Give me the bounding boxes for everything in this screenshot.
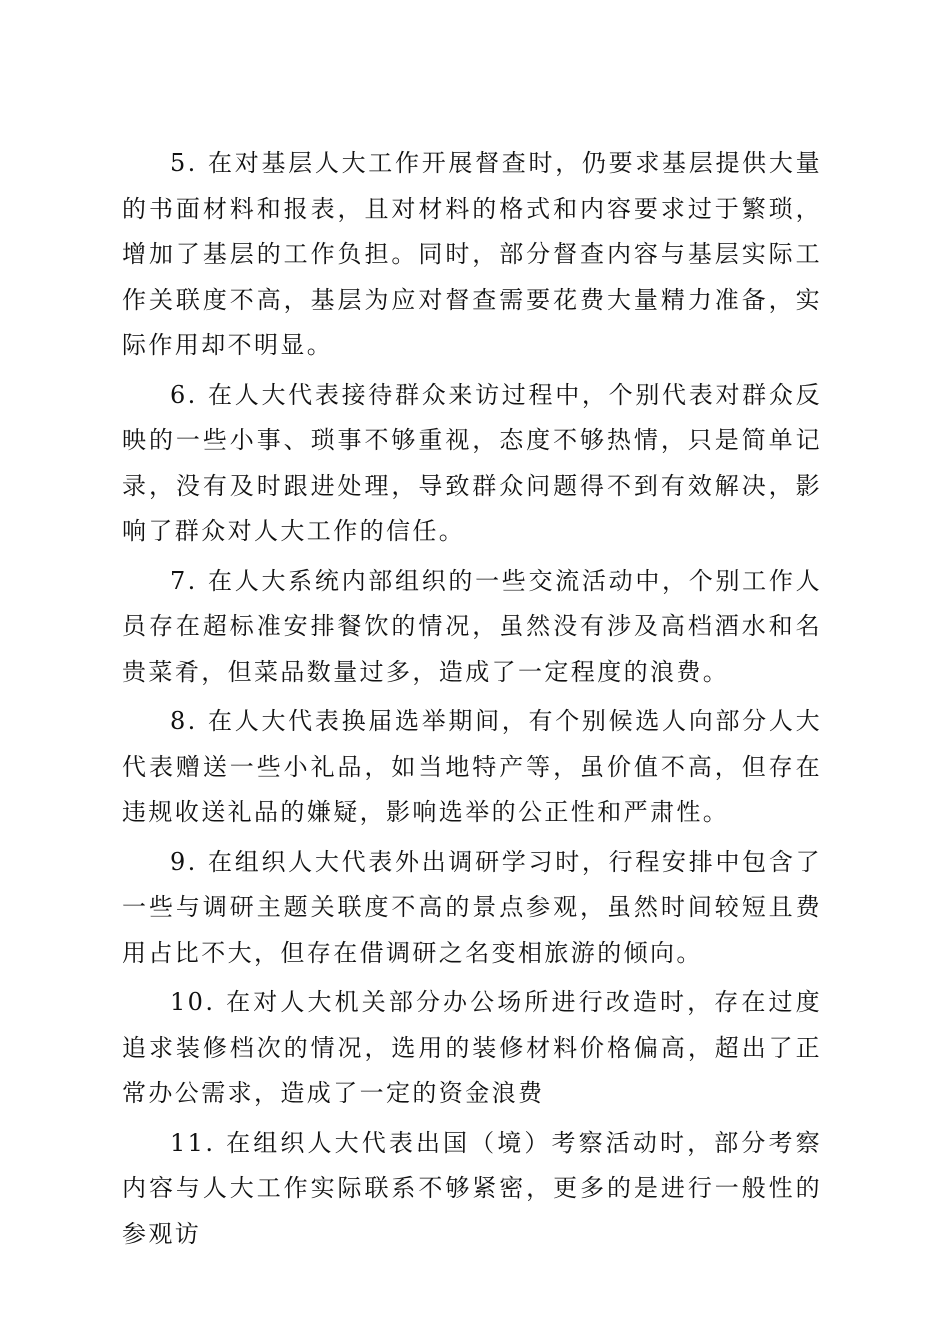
paragraph-8: 8. 在人大代表换届选举期间，有个别候选人向部分人大代表赠送一些小礼品，如当地特产等，虽价值不高，但存在违规收送礼品的嫌疑，影响选举的公正性和严肃性。 <box>122 707 822 826</box>
paragraph-11: 11. 在组织人大代表出国（境）考察活动时，部分考察内容与人大工作实际联系不够紧密，更多的是进行一般性的参观访 <box>122 1128 822 1248</box>
paragraph-7: 7. 在人大系统内部组织的一些交流活动中，个别工作人员存在超标准安排餐饮的情况，虽然没有涉及高档酒水和名贵菜肴，但菜品数量过多，造成了一定程度的浪费。 <box>122 566 822 686</box>
document-body <box>122 141 822 1261</box>
paragraph-9: 9. 在组织人大代表外出调研学习时，行程安排中包含了一些与调研主题关联度不高的景点参观，虽然时间较短且费用占比不大，但存在借调研之名变相旅游的倾向。 <box>122 847 822 967</box>
paragraph-10: 10. 在对人大机关部分办公场所进行改造时，存在过度追求装修档次的情况，选用的装修材料价格偏高，超出了正常办公需求，造成了一定的资金浪费 <box>122 988 822 1107</box>
paragraph-5: 5. 在对基层人大工作开展督查时，仍要求基层提供大量的书面材料和报表，且对材料的格式和内容要求过于繁琐，增加了基层的工作负担。同时，部分督查内容与基层实际工作关联度不高，基层为应对督查需要花费大量精力准备，实际作用却不明显。 <box>122 149 822 359</box>
paragraph-6: 6. 在人大代表接待群众来访过程中，个别代表对群众反映的一些小事、琐事不够重视，态度不够热情，只是简单记录，没有及时跟进处理，导致群众问题得不到有效解决，影响了群众对人大工作的信任。 <box>122 380 822 545</box>
